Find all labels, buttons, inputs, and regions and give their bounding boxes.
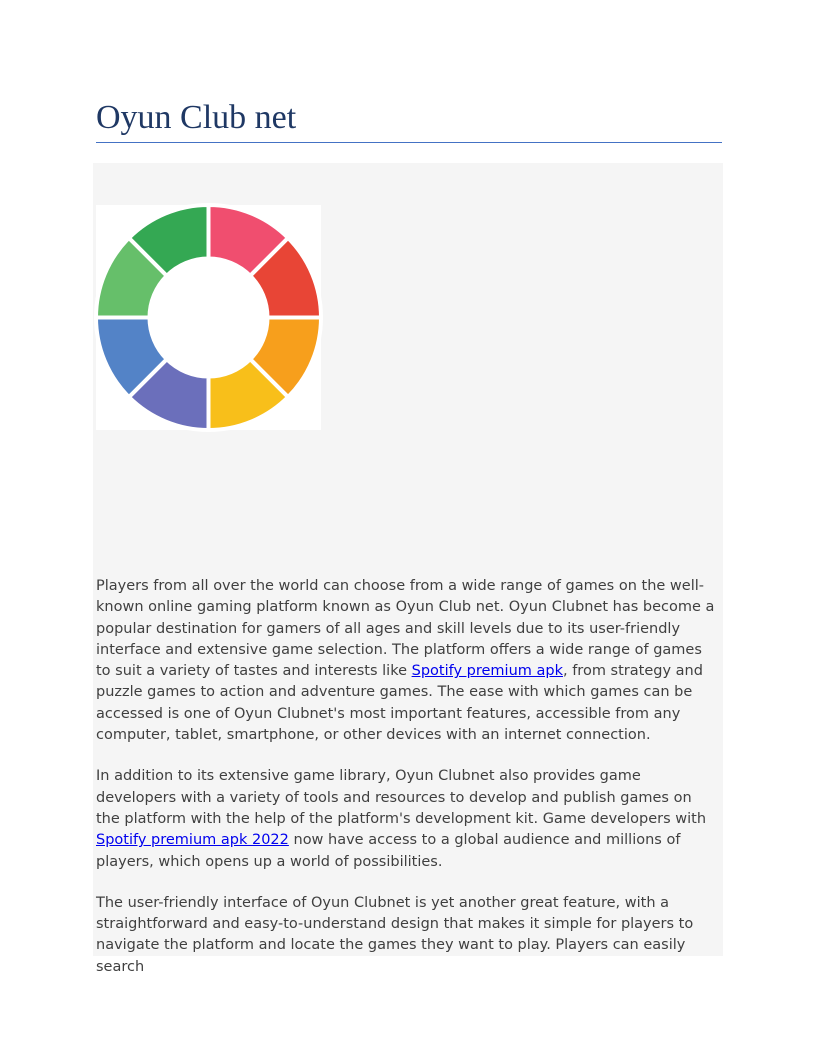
article-body [96,576,718,998]
paragraph-2-text-a: In addition to its extensive game library, Oyun Clubnet also provides game developers with a variety of tools and resources to develop and publish games on the platform with the help of the platform's development kit. Game developers with [96,768,707,827]
paragraph-3 [96,893,718,978]
paragraph-1 [96,576,718,746]
color-wheel-logo [96,205,321,430]
content-panel [93,163,723,975]
paragraph-1-text-a: Players from all over the world can choose from a wide range of games on the well-known online gaming platform known as Oyun Club net. Oyun Clubnet has become a popular destination for gamers of all ages and skill levels due to its user-friendly interface and extensive game selection. The platform offers a wide range of games to suit a variety of tastes and interests like [96,578,715,680]
paragraph-1-text-b: , from strategy and puzzle games to action and adventure games. The ease with which games can be accessed is one of Oyun Clubnet's most important features, accessible from any computer, tablet, smartphone, or other devices with an internet connection. [96,663,703,744]
color-wheel-icon [96,205,321,430]
page-title: Oyun Club net [96,99,297,136]
spotify-premium-apk-2022-link[interactable]: Spotify premium apk 2022 [96,832,289,849]
title-underline [96,142,722,143]
paragraph-2 [96,766,718,872]
paragraph-3-text: The user-friendly interface of Oyun Clubnet is yet another great feature, with a straightforward and easy-to-understand design that makes it simple for players to navigate the platform and locate the games they want to play. Players can easily search [96,894,694,975]
spotify-premium-apk-link[interactable]: Spotify premium apk [411,663,563,680]
paragraph-2-text-b: now have access to a global audience and millions of players, which opens up a world of possibilities. [96,832,681,870]
